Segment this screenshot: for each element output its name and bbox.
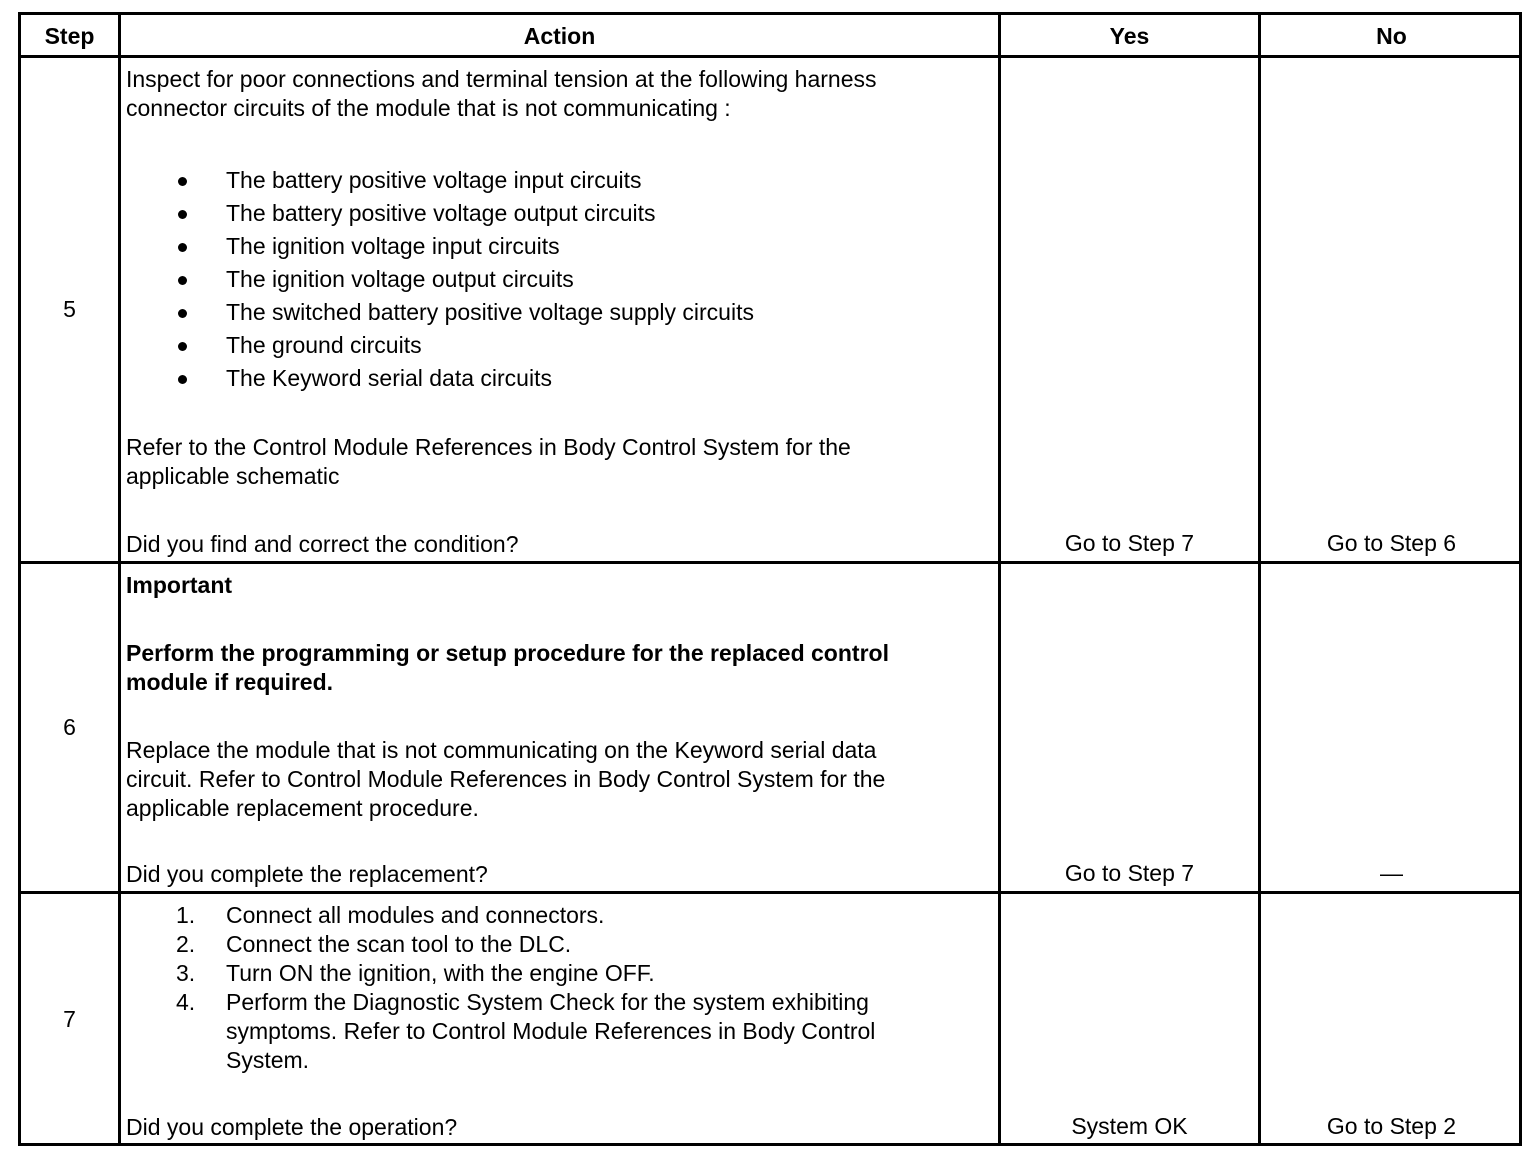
important-note: Perform the programming or setup procedure for the replaced control <box>126 640 889 666</box>
bullet-item: The battery positive voltage output circuits <box>226 200 656 226</box>
action-text: applicable replacement procedure. <box>126 795 479 821</box>
header-action: Action <box>523 23 596 49</box>
bullet-item: The ground circuits <box>226 332 422 358</box>
question-text: Did you complete the replacement? <box>126 861 488 887</box>
bullet-item: The switched battery positive voltage supply circuits <box>226 299 754 325</box>
column-divider <box>998 15 1001 1143</box>
no-result: — <box>1380 860 1403 886</box>
action-text: Refer to the Control Module References in Body Control System for the <box>126 434 851 460</box>
yes-result: Go to Step 7 <box>1064 530 1195 556</box>
no-result: Go to Step 6 <box>1326 530 1457 556</box>
list-item: Perform the Diagnostic System Check for the system exhibiting <box>226 989 869 1015</box>
header-step: Step <box>44 23 95 49</box>
column-divider <box>1258 15 1261 1143</box>
important-note: module if required. <box>126 669 334 695</box>
no-result: Go to Step 2 <box>1326 1113 1457 1139</box>
header-yes: Yes <box>1109 23 1150 49</box>
list-item: Turn ON the ignition, with the engine OFF. <box>226 960 655 986</box>
list-item: symptoms. Refer to Control Module References in Body Control <box>226 1018 876 1044</box>
question-text: Did you complete the operation? <box>126 1114 458 1140</box>
list-number: 2. <box>176 931 196 957</box>
bullet-icon <box>178 375 187 384</box>
important-label: Important <box>126 572 233 598</box>
row-divider <box>21 561 1519 564</box>
step-number: 6 <box>63 714 76 740</box>
bullet-item: The ignition voltage output circuits <box>226 266 574 292</box>
action-text: applicable schematic <box>126 463 340 489</box>
header-no: No <box>1376 23 1407 49</box>
bullet-icon <box>178 210 187 219</box>
yes-result: System OK <box>1071 1113 1188 1139</box>
bullet-item: The ignition voltage input circuits <box>226 233 560 259</box>
action-text: circuit. Refer to Control Module References in Body Control System for the <box>126 766 886 792</box>
action-text: Replace the module that is not communicating on the Keyword serial data <box>126 737 877 763</box>
list-number: 1. <box>176 902 196 928</box>
column-divider <box>118 15 121 1143</box>
list-number: 4. <box>176 989 196 1015</box>
bullet-icon <box>178 309 187 318</box>
bullet-icon <box>178 177 187 186</box>
bullet-icon <box>178 276 187 285</box>
yes-result: Go to Step 7 <box>1064 860 1195 886</box>
action-text: connector circuits of the module that is not communicating : <box>126 95 731 121</box>
step-number: 7 <box>63 1006 76 1032</box>
row-divider <box>21 55 1519 58</box>
bullet-item: The battery positive voltage input circuits <box>226 167 642 193</box>
step-number: 5 <box>63 296 76 322</box>
diagnostic-table <box>18 12 1522 1146</box>
bullet-icon <box>178 243 187 252</box>
list-item: System. <box>226 1047 310 1073</box>
action-text: Inspect for poor connections and terminal tension at the following harness <box>126 66 877 92</box>
bullet-icon <box>178 342 187 351</box>
list-item: Connect all modules and connectors. <box>226 902 605 928</box>
list-item: Connect the scan tool to the DLC. <box>226 931 572 957</box>
list-number: 3. <box>176 960 196 986</box>
row-divider <box>21 891 1519 894</box>
bullet-item: The Keyword serial data circuits <box>226 365 552 391</box>
question-text: Did you find and correct the condition? <box>126 531 519 557</box>
